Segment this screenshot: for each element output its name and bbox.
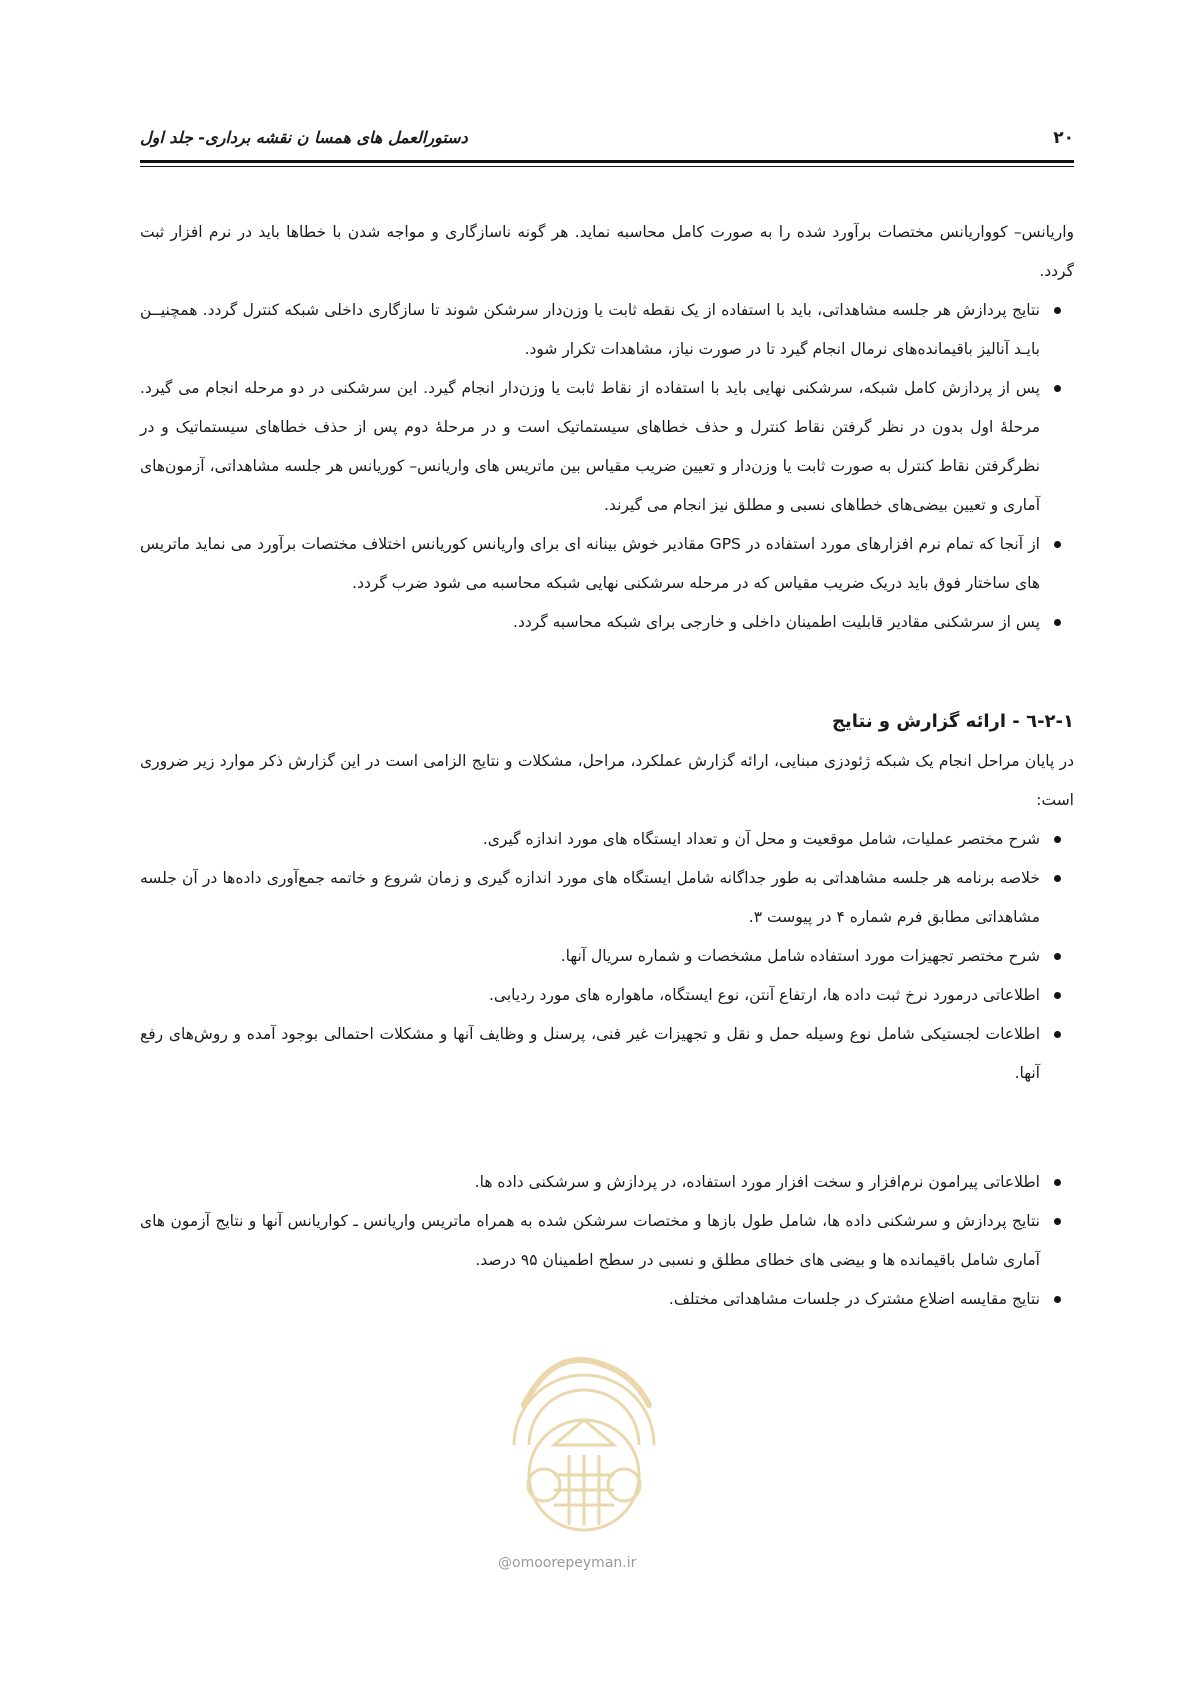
bullet-list-3 (140, 1163, 1074, 1319)
list-item: نتایج پردازش و سرشکنی داده ها، شامل طول بازها و مختصات سرشکن شده به همراه ماتریس واریانس ـ کواریانس آنها و نتایج آزمون های آماری شامل باقیمانده ها و بیضی های خطای مطلق و نسبی در سطح اطمینان ۹۵ درصد. (140, 1202, 1074, 1280)
watermark-logo (484, 1325, 684, 1545)
list-item: اطلاعاتی پیرامون نرم‌افزار و سخت افزار مورد استفاده، در پردازش و سرشکنی داده ها. (140, 1163, 1074, 1202)
section-intro: در پایان مراحل انجام یک شبکه ژئودزی مبنایی، ارائه گزارش عملکرد، مراحل، مشکلات و نتایج الزامی است در این گزارش ذکر موارد زیر ضروری است: (140, 752, 1074, 809)
header-rule-thick (140, 160, 1074, 163)
running-title: دستورالعمل های همسا ن نقشه برداری- جلد اول (140, 128, 468, 147)
list-item: اطلاعاتی درمورد نرخ ثبت داده ها، ارتفاع آنتن، نوع ایستگاه، ماهواره های مورد ردیابی. (140, 976, 1074, 1015)
section-heading: ۲-۱-٦ - ارائه گزارش و نتایج (832, 711, 1074, 732)
list-item: شرح مختصر عملیات، شامل موقعیت و محل آن و تعداد ایستگاه های مورد اندازه گیری. (140, 820, 1074, 859)
watermark-seal-icon (484, 1325, 684, 1545)
spacer (140, 642, 1074, 702)
header-rule-thin (140, 166, 1074, 167)
list-item: نتایج پردازش هر جلسه مشاهداتی، باید با استفاده از یک نقطه ثابت یا وزن‌دار سرشکن شوند تا سازگاری داخلی شبکه کنترل گردد. همچنیــن بایـد آنالیز باقیمانده‌های نرمال انجام گیرد تا در صورت نیاز، مشاهدات تکرار شود. (140, 291, 1074, 369)
body-content (140, 213, 1074, 1319)
list-item: خلاصه برنامه هر جلسه مشاهداتی به طور جداگانه شامل ایستگاه های مورد اندازه گیری و زمان شروع و خاتمه جمع‌آوری داده‌ها در آن جلسه مشاهداتی مطابق فرم شماره ۴ در پیوست ۳. (140, 859, 1074, 937)
list-item: اطلاعات لجستیکی شامل نوع وسیله حمل و نقل و تجهیزات غیر فنی، پرسنل و وظایف آنها و مشکلات احتمالی بوجود آمده و روش‌های رفع آنها. (140, 1015, 1074, 1093)
bullet-list-2 (140, 820, 1074, 1093)
bullet-list-1 (140, 291, 1074, 642)
watermark-url: @omoorepeyman.ir (498, 1555, 637, 1571)
list-item: از آنجا که تمام نرم افزارهای مورد استفاده در GPS مقادیر خوش بینانه ای برای واریانس کوریانس اختلاف مختصات برآورد می نماید ماتریس های ساختار فوق باید دریک ضریب مقیاس که در مرحله سرشکنی نهایی شبکه محاسبه می شود ضرب گردد. (140, 525, 1074, 603)
list-item: پس از پردازش کامل شبکه، سرشکنی نهایی باید با استفاده از نقاط ثابت یا وزن‌دار انجام گیرد. این سرشکنی در دو مرحله انجام می گیرد. مرحلهٔ اول بدون در نظر گرفتن نقاط کنترل و حذف خطاهای سیستماتیک است و در مرحلهٔ دوم پس از حذف خطاهای سیستماتیک و در نظرگرفتن نقاط کنترل به صورت ثابت یا وزن‌دار و تعیین ضریب مقیاس بین ماتریس های واریانس– کوریانس هر جلسه مشاهداتی، آزمون‌های آماری و تعیین بیضی‌های خطاهای نسبی و مطلق نیز انجام می گیرند. (140, 369, 1074, 525)
list-item: شرح مختصر تجهیزات مورد استفاده شامل مشخصات و شماره سریال آنها. (140, 937, 1074, 976)
spacer (140, 1093, 1074, 1163)
list-item: نتایج مقایسه اضلاع مشترک در جلسات مشاهداتی مختلف. (140, 1280, 1074, 1319)
list-item: پس از سرشکنی مقادیر قابلیت اطمینان داخلی و خارجی برای شبکه محاسبه گردد. (140, 603, 1074, 642)
running-header (140, 128, 1074, 148)
page-number: ۲۰ (1053, 128, 1074, 148)
intro-paragraph: واریانس– کوواریانس مختصات برآورد شده را به صورت کامل محاسبه نماید. هر گونه ناسازگاری و مواجه شدن با خطاها باید در نرم افزار ثبت گردد. (140, 223, 1074, 280)
